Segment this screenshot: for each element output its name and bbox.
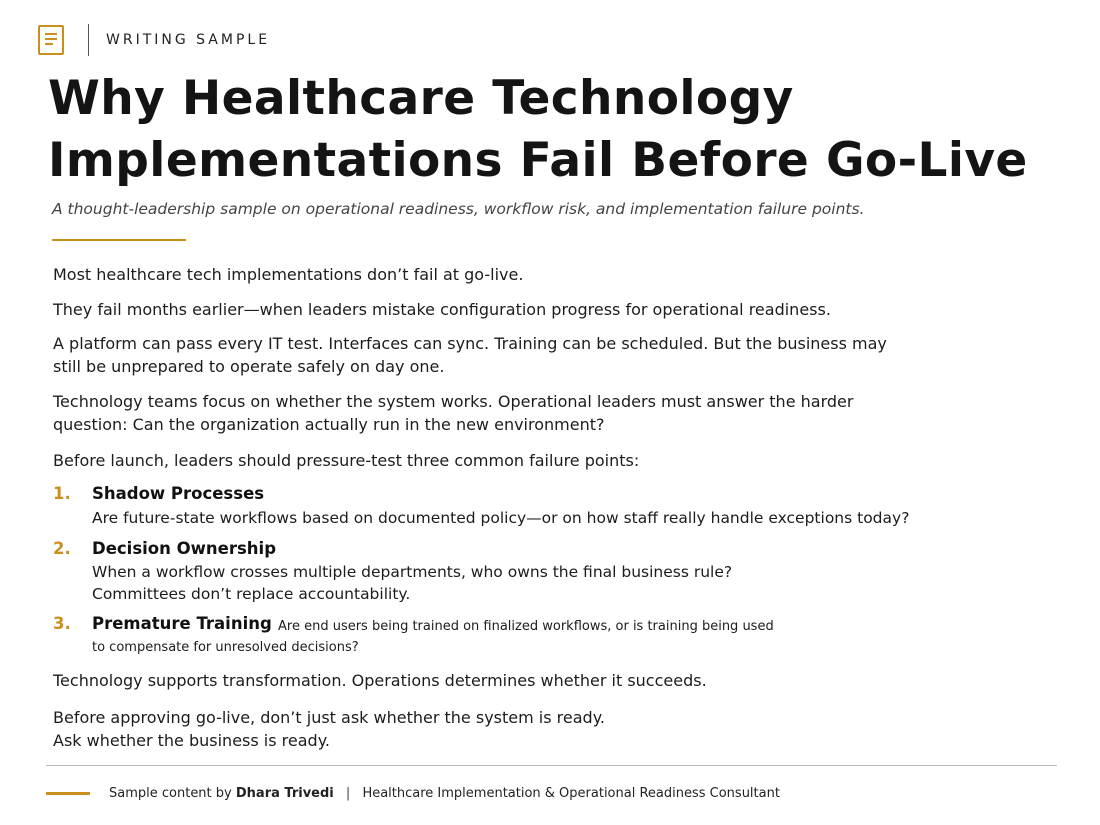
point-title: Shadow Processes	[92, 484, 265, 503]
paragraph-3-line-1: A platform can pass every IT test. Interfaces can sync. Training can be scheduled. But the business may	[53, 334, 887, 353]
footer	[109, 786, 780, 801]
point-number: 2.	[53, 539, 71, 558]
footer-accent	[46, 792, 90, 795]
closing-paragraph: Technology supports transformation. Operations determines whether it succeeds.	[53, 671, 707, 690]
paragraph-4-line-2: question: Can the organization actually run in the new environment?	[53, 415, 605, 434]
point-description: Committees don’t replace accountability.	[92, 585, 411, 603]
footer-divider	[46, 765, 1057, 766]
accent-rule	[52, 239, 186, 241]
point-description: Are future-state workflows based on documented policy—or on how staff really handle exceptions today?	[92, 509, 910, 527]
paragraph-1: Most healthcare tech implementations don’t fail at go-live.	[53, 265, 524, 284]
paragraph-3-line-2: still be unprepared to operate safely on day one.	[53, 357, 445, 376]
point-number: 1.	[53, 484, 71, 503]
paragraph-4-line-1: Technology teams focus on whether the system works. Operational leaders must answer the harder	[53, 392, 854, 411]
document-icon	[38, 25, 64, 55]
point-number: 3.	[53, 614, 71, 633]
footer-prefix: Sample content by	[109, 786, 232, 801]
eyebrow-label: WRITING SAMPLE	[106, 32, 271, 48]
closing-line-2: Ask whether the business is ready.	[53, 731, 330, 750]
subtitle: A thought-leadership sample on operational readiness, workflow risk, and implementation failure points.	[52, 200, 865, 218]
paragraph-5: Before launch, leaders should pressure-test three common failure points:	[53, 451, 640, 470]
footer-role: Healthcare Implementation & Operational Readiness Consultant	[362, 786, 780, 801]
point-description: to compensate for unresolved decisions?	[92, 640, 359, 655]
point-title: Decision Ownership	[92, 539, 277, 558]
footer-author: Dhara Trivedi	[235, 786, 334, 801]
title-line-2: Implementations Fail Before Go-Live	[48, 133, 1028, 188]
point-description: When a workflow crosses multiple departments, who owns the final business rule?	[92, 563, 733, 581]
footer-separator: |	[345, 786, 351, 801]
point-description: Are end users being trained on finalized workflows, or is training being used	[278, 619, 774, 634]
page-header	[38, 24, 270, 56]
page-title	[48, 68, 1068, 192]
closing-line-1: Before approving go-live, don’t just ask whether the system is ready.	[53, 708, 605, 727]
header-divider	[88, 24, 89, 56]
title-line-1: Why Healthcare Technology	[48, 71, 794, 126]
paragraph-2: They fail months earlier—when leaders mistake configuration progress for operational readiness.	[53, 300, 831, 319]
point-title: Premature Training	[92, 614, 272, 633]
